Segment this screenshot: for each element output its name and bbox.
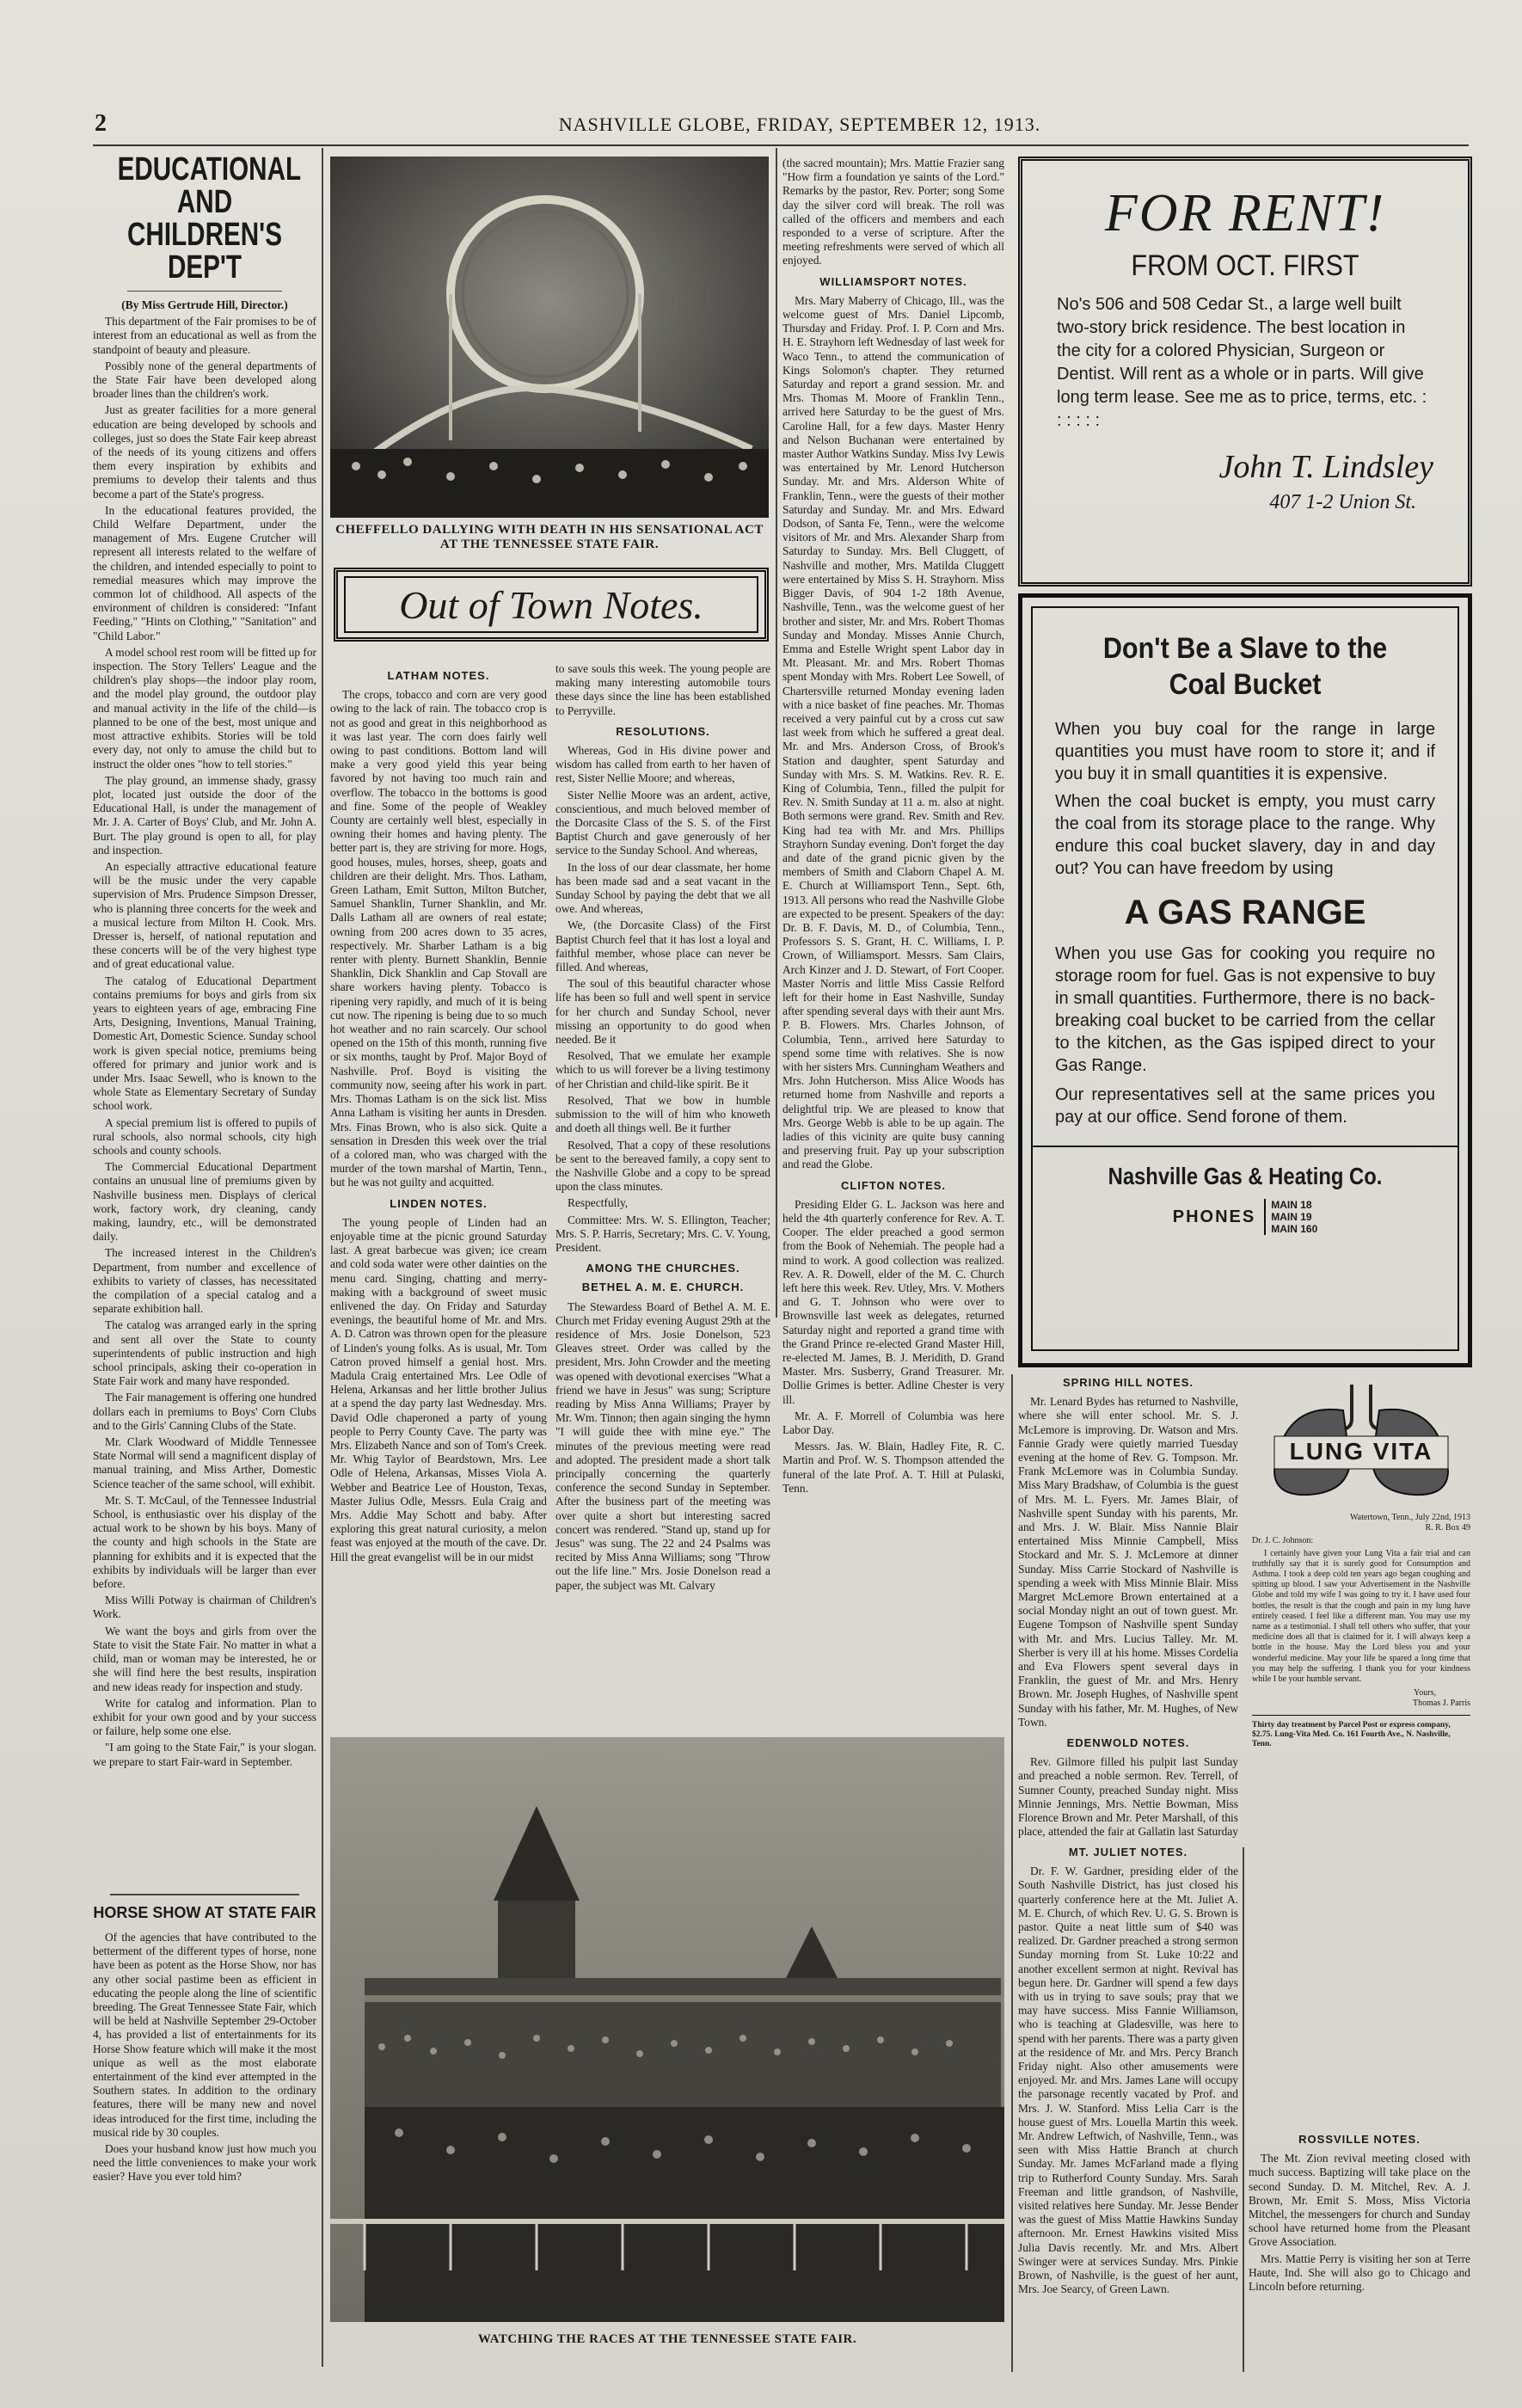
- latham-linden-column: [330, 662, 547, 1729]
- column-rule: [322, 148, 323, 2367]
- resolutions-title: RESOLUTIONS.: [616, 724, 710, 738]
- gas-ad-para2: When the coal bucket is empty, you must carry the coal from its storage place to the range. Why endure this coal bucket slavery, day in and day out? You can have freedom by using: [1055, 792, 1435, 878]
- paragraph: Just as greater facilities for a more general education are being developed by schools and colleges, just so does the State Fair keep abreast of the needs of its young citizens and offers them every inspiration by exhibits and premiums to develop their talents and thus become a part of the State's progress.: [93, 403, 316, 501]
- phones-label: PHONES: [1172, 1207, 1256, 1226]
- paragraph: Does your husband know just how much you need the little conveniences to make your work easier? Have you ever told him?: [93, 2142, 316, 2184]
- paragraph: Dr. F. W. Gardner, presiding elder of the South Nashville District, has just closed his quarterly conference here at the Mt. Juliet A. M. E. Church, of which Rev. U. G. S. Brown is pastor. Quite a neat little sum of $40 was realized. Dr. Gardner preached a strong sermon Sunday morning from St. Luke 10:22 and another excellent sermon at night. Revival has begun here. Dr. Gardner will spend a few days with us in trying to save souls; pray that we may have success. Miss Fannie Williamson, who is teaching at Gladesville, was here to spend with her parents. There was a party given at the residence of Mr. and Mrs. Percy Branch Friday night. Also other amusements were enjoyed. Mr. and Mrs. James Lane will occupy the parsonage recently vacated by Prof. and Mrs. J. W. Stanford. Miss Lelia Carr is the house guest of Mrs. Louella Martin this week. Mr. Andrew Leftwich, of Nashville, Tenn., was seen with Miss Hattie Branch at church Sunday. Mr. James McFarland made a flying trip to Rutherford County Sunday. Mrs. Sarah Freeman and little grandson, of Nashville, visited relatives here Sunday. Mr. Jesse Bender was the guest of Miss Mattie Hawkins Sunday afternoon. Mr. Ernest Hawkins visited Miss Julia Davis recently. Mr. and Mrs. Albert Swinger were at services Sunday. Mrs. Pinkie Brown, of Nashville, is the guest of her aunt, Mrs. Joe Searcy, of Green Lawn.: [1018, 1864, 1238, 2296]
- divider: [110, 1894, 299, 1895]
- paragraph: (the sacred mountain); Mrs. Mattie Frazier sang "How firm a foundation ye saints of the Lord." Remarks by the pastor, Rev. Porter; song Some day the silver cord will break. The roll was called of the officers and members and each responded to a verse of scripture. After the meeting refreshments were served of which all enjoyed.: [782, 157, 1004, 267]
- paragraph: "I am going to the State Fair," is your slogan. we prepare to start Fair-ward in September.: [93, 1741, 316, 1768]
- paragraph: The catalog was arranged early in the spring and sent all over the State to county superintendents of public instruction and high school principals, asking their co-operation in State Fair work and many have responded.: [93, 1318, 316, 1388]
- church-name: BETHEL A. M. E. CHURCH.: [581, 1281, 745, 1294]
- phone-number: MAIN 18: [1271, 1199, 1312, 1211]
- latham-title: LATHAM NOTES.: [387, 669, 490, 682]
- paragraph: The play ground, an immense shady, grassy plot, located just outside the door of the Educational Hall, is under the management of Mr. J. A. Carter of Boys' Club, and Mr. John A. Burt. The play ground is open to all, for play and inspection.: [93, 773, 316, 857]
- photo-illustration: [330, 1737, 1004, 2322]
- paragraph: This department of the Fair promises to be of interest from an educational as well as from the standpoint of beauty and pleasure.: [93, 315, 316, 356]
- gas-range-ad: [1018, 593, 1472, 1367]
- byline: (By Miss Gertrude Hill, Director.): [121, 298, 288, 311]
- paragraph: An especially attractive educational feature will be the music under the very capable supervision of Mrs. Prudence Simpson Dresser, who is planning three concerts for the week and a musical lecture from Milton H. Cook. Mrs. Dresser is, herself, of national reputation and these concerts will be of the very highest type and of great educational value.: [93, 859, 316, 971]
- photo-caption: CHEFFELLO DALLYING WITH DEATH IN HIS SENSATIONAL ACT AT THE TENNESSEE STATE FAIR.: [335, 523, 764, 551]
- divider: [1033, 1146, 1458, 1147]
- spring-hill-edenwold-column: [1018, 1376, 1238, 1840]
- paragraph: The Fair management is offering one hundred dollars each in premiums to Boys' Corn Clubs and to the Girls' Canning Clubs of the State.: [93, 1391, 316, 1432]
- paragraph: Resolved, That we emulate her example which to us will forever be a living testimony of her Christian and child-like spirit. Be it: [555, 1049, 770, 1090]
- paragraph: A model school rest room will be fitted up for inspection. The Story Tellers' League and the children's play shops—the indoor play room, and the model play ground, the outdoor play and manual activity in the life of the child—is planned to be one of the best, most unique and most attractive exhibits. Stories will be told every day, not only to amuse the child but to instruct the older ones "how to tell stories.": [93, 645, 316, 771]
- for-rent-body: No's 506 and 508 Cedar St., a large well built two-story brick residence. The best location in the city for a colored Physician, Surgeon or Dentist. Will rent as a whole or in parts. Will give long term lease. See me as to price, terms, etc. : : : : : :: [1057, 295, 1427, 430]
- paragraph: Presiding Elder G. L. Jackson was here and held the 4th quarterly conference for Rev. A. T. Cooper. The elder preached a good sermon from the Book of Nehemiah. The people had a mind to work. A good collection was realized. Rev. A. R. Dowell, elder of the M. C. Church left here this week. Rev. Utley, Mrs. V. Mothers and G. T. Johnson who were over to Brownsville last week as delegates, returned Saturday night and reported a grand time with the Grand Prince re-elected Grand Master Hill, re-elected M. James, B. J. Meridith, D. Grand Master. Mrs. Susberry, Grand Treasurer. Mr. Dollie Grimes is better. Adline Chester is very ill.: [782, 1197, 1004, 1406]
- letter-box: R. R. Box 49: [1425, 1523, 1470, 1533]
- gas-ad-headline: A GAS RANGE: [1124, 894, 1366, 931]
- for-rent-subtitle: FROM OCT. FIRST: [1131, 249, 1359, 282]
- photo-races: [330, 1737, 1004, 2322]
- gas-ad-phones: [1055, 1199, 1435, 1235]
- paragraph: Of the agencies that have contributed to the betterment of the different types of horse, none have been as potent as the Horse Show, nor has any other social pastime been as efficient in educating the people along the line of scientific breeding. The Great Tennessee State Fair, which will be held at Nashville September 29-October 4, has provided a list of entertainments for its Horse Show feature which will make it the most unique as well as the most elaborate entertainment of the kind ever attempted in the Southern states. In addition to the ordinary features, there will be many new and novel ideas introduced for the first time, including the musical ride by 30 couples.: [93, 1931, 316, 2139]
- paragraph: Messrs. Jas. W. Blain, Hadley Fite, R. C. Martin and Prof. W. S. Thompson attended the funeral of the late Prof. A. T. Hill at Pulaski, Tenn.: [782, 1440, 1004, 1495]
- letter-footer: Thirty day treatment by Parcel Post or express company, $2.75. Lung-Vita Med. Co. 161 Fourth Ave., N. Nashville, Tenn.: [1252, 1720, 1451, 1748]
- rossville-column: [1249, 2133, 1470, 2382]
- paragraph: Mrs. Mattie Perry is visiting her son at Terre Haute, Ind. She will also go to Chicago and Lincoln before returning.: [1249, 2251, 1470, 2294]
- paragraph: Resolved, That a copy of these resolutions be sent to the bereaved family, a copy sent to the Nashville Globe and a copy to be spread upon the class minutes.: [555, 1138, 770, 1194]
- page-number: 2: [95, 110, 107, 137]
- educational-title: EDUCATIONAL AND CHILDREN'S DEP'T: [117, 151, 302, 286]
- photo-illustration: [330, 157, 769, 518]
- paragraph: In the educational features provided, the Child Welfare Department, under the management of Mrs. Eugene Crutcher will represent all interests related to the welfare of the children, and intended especially to point to remedial measures which may improve the common lot of childhood. All aspects of the environment of children is considered: "Infant Feeding," "Hints on Clothing," "Sanitation" and "Child Labor.": [93, 503, 316, 642]
- paragraph: The Commercial Educational Department contains an unusual line of premiums given by Nashville business men. Displays of clerical work, factory work, dry cleaning, candy making, laundry, etc., will be demonstrated daily.: [93, 1160, 316, 1244]
- gas-ad-para4: Our representatives sell at the same prices you pay at our office. Send forone of them.: [1055, 1085, 1435, 1127]
- for-rent-title: FOR RENT!: [1104, 184, 1386, 243]
- paragraph: Write for catalog and information. Plan to exhibit for your own good and by your success or failure, help some one else.: [93, 1696, 316, 1738]
- paragraph: Mr. Clark Woodward of Middle Tennessee State Normal will send a magnificent display of manual training, and Miss Arther, Domestic Science teacher of the same school, will exhibit.: [93, 1435, 316, 1490]
- photo-caption: WATCHING THE RACES AT THE TENNESSEE STATE FAIR.: [477, 2332, 857, 2346]
- paragraph: The Mt. Zion revival meeting closed with much success. Baptizing will take place on the second Sunday. D. M. Mitchel, Rev. A. J. Brown, Mr. Emit S. Moss, Miss Victoria Mitchel, the messengers for church and Sunday school have returned home from the Pleasant Grove Association.: [1249, 2152, 1470, 2249]
- out-of-town-banner: [334, 568, 769, 642]
- paragraph: Mr. S. T. McCaul, of the Tennessee Industrial School, is enthusiastic over his display of the actual work to be shown by his boys. Many of the county and high schools in the State are planning for exhibits and it is expected that the exhibits by individuals will be larger than ever before.: [93, 1493, 316, 1591]
- gas-range-inner: [1031, 606, 1459, 1351]
- for-rent-name: John T. Lindsley: [1218, 449, 1433, 485]
- paragraph: Committee: Mrs. W. S. Ellington, Teacher; Mrs. S. P. Harris, Secretary; Mrs. C. V. Young, President.: [555, 1213, 770, 1254]
- lung-vita-brand: LUNG VITA: [1289, 1438, 1433, 1465]
- gas-ad-para3: When you use Gas for cooking you require no storage room for fuel. Gas is not expensive to buy in small quantities. Furthermore, there is no back-breaking coal bucket to be carried from the cellar to the kitchen, as the Gas ispiped direct to your Gas Range.: [1055, 944, 1435, 1075]
- banner-inner: [344, 576, 758, 633]
- column-rule: [776, 148, 777, 1318]
- paragraph: Mrs. Mary Maberry of Chicago, Ill., was the welcome guest of Mrs. Daniel Lipcomb, Thursday and Friday. Prof. I. P. Corn and Mrs. H. E. Strayhorn left Wednesday of last week for Waco Tenn., to attend the communication of Kings Solomon's chapter. They returned Saturday and report a grand session. Mr. and Mrs. Thomas M. Moore of Franklin Tenn., arrived here Saturday to be the guest of Mrs. Caroline Hall, for a few days. Master Henry and Nelson Buchanan were entertained by master Author Watkins Sunday. Miss Ivy Lewis was entertained by Mr. Lenord Hutcherson Sunday. Mr. and Mrs. Alderson White of Franklin, Tenn., were the guests of their mother Saturday and Sunday. Mr. and Mrs. Edward Dodson, of Santa Fe, Tenn., were the welcome visitors of Mr. and Mrs. Alexander Sharp from Saturday to Sunday. Mrs. Bell Cluggett, of Nashville and mother, Mrs. Matilda Cluggett were entertained by Miss S. H. Strayhorn. Miss Bigger Davis, of 904 1-2 18th Avenue, Nashville, Tenn., was the welcome guest of her brother and sister, Mr. and Mrs. Robert Thomas Sunday and Monday. Misses Annie Church, Emma and Estelle Wright spent Labor day in Mt. Pleasant. Mr. and Mrs. Robert Thomas spent Monday with Mrs. Robert Lee Sowell, of Chartersville returned Monday evening laden with a nice basket of fine peaches. Mr. Thomas received a very painful cut by a cross cut saw last week from which he suffered a great deal. Mr. and Mrs. Anderson Cross, of Brook's Station and daughter, spent Saturday and Sunday with Mrs. S. M. Watkins. Rev. R. E. King of Columbia, Tenn., filled the pulpit for Rev. N. Smith Sunday at 11 a. m. also at night. Both sermons were grand. Rev. Smith and Rev. King had tea with Mr. and Mrs. Phillips Strayhorn Sunday evening. Don't forget the day and date of the grand picnic given by the members of Smith and Claborn Chapel A. M. E. Church at Williamsport Tenn., Sept. 6th, 1913. All persons who read the Nashville Globe are expected to be present. Speakers of the day: Dr. B. F. Davis, M. D., of Columbia, Tenn., Professors S. S. Grant, H. C. Williams, I. P. Crown, of Williamsport. Messrs. Sam Clairs, Arch Kinzer and J. D. Stewart, of Fort Cooper. Master Norris and little Miss Cassie Relford left for their home in East Nashville, Sunday after spending several days with their aunt Mrs. P. B. Flowers. Mrs. Charles Johnson, of Columbia, Tenn., arrived here Saturday to spend some time with relatives. She is now with her sisters Mrs. Cunningham Weathers and Mrs. John Hutcherson. Miss Alice Woods has returned home from Nashville and reports a delightful trip. We are pleased to know that Mrs. George Webb is able to be up again. The ladies of this vicinity are quite busy canning and preserving fruit. Pay up your subscription and read the Globe.: [782, 293, 1004, 1171]
- phone-list: [1264, 1199, 1317, 1235]
- paragraph: The catalog of Educational Department contains premiums for boys and girls from six years to eighteen years of age, embracing Fine Arts, Designing, Inventions, Manual Training, Domestic Art, Domestic Science. Sunday school work is given special notice, premiums being offered for primary and junior work and is under Mrs. Isaac Sewell, who is known to the whole State as Elementary Secretary of Sunday school work.: [93, 974, 316, 1113]
- mt-juliet-column: [1018, 1846, 1238, 2379]
- lung-vita-ad: [1249, 1376, 1474, 1840]
- rossville-title: ROSSVILLE NOTES.: [1298, 2133, 1421, 2146]
- resolutions-churches-column: [555, 662, 770, 1729]
- paragraph: The crops, tobacco and corn are very good owing to the lack of rain. The tobacco crop is not as good and great in this neighborhood as it was last year. The corn does fairly well owing to past conditions. Bottom land will make a very good yield this year being favored by not having too much rain and overflow. The tobacco in the bottoms is good and fine. Some of the people of Weakley County are certainly well blest, especially in owning their homes and having plenty. The better part is, they are striving for more. Hogs, good houses, mules, horses, sheep, goats and children are their delight. Mrs. Thos. Latham, Green Latham, Emit Sutton, Milton Butcher, Samuel Shanklin, Turner Shanklin, and Mr. Dalls Latham all are owners of real estate; owning from 200 acres down to 35 acres, respectively. Mr. Sharber Latham is a big renter with plenty. Burnett Shanklin, Bennie Shanklin, Dick Shanklin and Cap Stovall are share workers having plenty. Tobacco is ripening very rapidly, and much of it is being cut now. The ripening is being due to so much hot weather and no rain scarcely. Our school opened on the 15th of this month, running five or six months, taught by Prof. Major Boyd of Nashville. Prof. Boyd is visiting the community now, seeing after his work in part. Mrs. Thomas Latham is on the sick list. Miss Anna Latham is visiting her aunts in Dresden. Mrs. Finas Brown, who is also sick. Quite a sensation in Dresden this week over the trial of a colored man, who was charged with the murder of the town marshal of Martin, Tenn., but he was not guilty and acquitted.: [330, 688, 547, 1189]
- paragraph: The Stewardess Board of Bethel A. M. E. Church met Friday evening August 29th at the residence of Mrs. Josie Donelson, 523 Gleaves street. Order was called by the president, Mrs. John Crowder and the meeting was opened with devotional exercises "What a friend we have in Jesus" was sung; Scripture reading by Miss Anna Williams; Prayer by Mr. Wm. Tinnon; then again singing the hymn "I will guide thee with mine eye." The minutes of the previous meeting were read and adopted. The president made a short talk principally concerning the quarterly conference the second Sunday in September. After the business part of the meeting was over quite a short but interesting sacred concert was rendered. "Stand up, stand up for Jesus" was sung. The 22 and 24 Psalms was recited by Miss Anna Williams; song "Throw out the life line." Mrs. Josie Donelson read a paper, the subject was Mt. Calvary: [555, 1299, 770, 1592]
- phone-number: MAIN 19: [1271, 1211, 1312, 1223]
- horse-show-title: HORSE SHOW AT STATE FAIR: [93, 1904, 316, 1921]
- churches-title: AMONG THE CHURCHES.: [586, 1262, 740, 1275]
- photo-loop-the-loop: [330, 157, 769, 518]
- out-of-town-title: Out of Town Notes.: [399, 582, 703, 627]
- letter-body: I certainly have given your Lung Vita a fair trial and can truthfully say that it is surely good for Consumption and Asthma. I took a deep cold ten years ago began coughing and spitting up blood. I saw your Advertisement in the Nashville Globe and told my wife I was going to try it. I have used four bottles, the result is that the cough and pain in my lung have entirely ceased. I feel like a different man. You may use my name as a testimonial. I shall tell others who suffer, that your medicine does all that is claimed for it. I will always keep a bottle in the house. May the Lord bless you and your wonderful medicine. May your life be spared a long time that you may help the suffering. I thank you for your kindness while I be your humble servant.: [1252, 1548, 1470, 1685]
- for-rent-address: 407 1-2 Union St.: [1269, 491, 1416, 513]
- column-rule: [1243, 1847, 1244, 2372]
- paragraph: Possibly none of the general departments of the State Fair have been developed along broader lines than the children's work.: [93, 359, 316, 401]
- educational-text: [93, 298, 316, 1984]
- divider: [127, 291, 282, 292]
- paragraph: Whereas, God in His divine power and wisdom has called from earth to her haven of rest, Sister Nellie Moore; and whereas,: [555, 744, 770, 785]
- paragraph: The young people of Linden had an enjoyable time at the picnic ground Saturday last. A great barbecue was given; ice cream and cold soda water were other dainties on the menu card. Singing, chatting and merry-making with a background of sweet music enlivened the day. On Friday and Saturday evenings, the beautiful home of Mr. and Mrs. A. D. Catron was thrown open for the pleasure of Linden's young folks. As is usual, Mr. Tom Catron proved himself a genial host. Mrs. Madula Craig entertained Mrs. Lee Odle of Helena, Arkansas and her little brother Julius at a spend the day party last Wednesday. Mrs. David Odle chaperoned a party of young people to Perry County Cave. The party was Mrs. Elizabeth Nance and son of Tom's Creek. Mr. Whig Taylor of Beardstown, Mrs. Lee Odle of Helena, Arkansas, Misses Viola A. Webber and Beatrice Lee of Houston, Texas, Master Julius Odle, Messrs. Eula Craig and Mrs. Addie May Schott and baby. After exploring this great natural curiosity, a melon feast was enjoyed at the mouth of the cave. Dr. Hill the great evangelist will be in our midst: [330, 1215, 547, 1563]
- paragraph: We, (the Dorcasite Class) of the First Baptist Church feel that it has lost a loyal and faithful member, whose place can never be filled. And whereas,: [555, 918, 770, 974]
- header-rule: [93, 144, 1469, 146]
- paragraph: The increased interest in the Children's Department, from number and excellence of exhibits to variety of classes, has necessitated the compilation of a special catalog and a separate exhibition hall.: [93, 1246, 316, 1316]
- letter-dateline: Watertown, Tenn., July 22nd, 1913: [1350, 1513, 1470, 1522]
- masthead: NASHVILLE GLOBE, FRIDAY, SEPTEMBER 12, 1913.: [558, 114, 1041, 135]
- gas-ad-title: Don't Be a Slave to the Coal Bucket: [1102, 632, 1388, 701]
- phone-number: MAIN 160: [1271, 1223, 1318, 1235]
- paragraph: The soul of this beautiful character whose life has been so full and well spent in service for her church and Sunday School, never missing an opportunity to do good when needed. Be it: [555, 977, 770, 1047]
- paragraph: to save souls this week. The young people are making many interesting automobile tours these days since the line has been established to Perryville.: [555, 662, 770, 717]
- gas-ad-para1: When you buy coal for the range in large quantities you must have room to store it; and if you buy it in small quantities it is expensive.: [1055, 720, 1435, 783]
- letter-closing: Yours,: [1414, 1688, 1436, 1698]
- paragraph: A special premium list is offered to pupils of rural schools, also normal schools, city high schools and county schools.: [93, 1115, 316, 1157]
- spring-hill-title: SPRING HILL NOTES.: [1062, 1376, 1194, 1389]
- williamsport-clifton-column: [782, 157, 1004, 1730]
- column-rule: [1011, 1374, 1013, 2372]
- horse-show-section: [93, 1894, 316, 2361]
- paragraph: Sister Nellie Moore was an ardent, active, conscientious, and much beloved member of the Dorcasite Class of the S. S. of the First Baptist Church and gave generously of her service to the Sunday School. And whereas,: [555, 788, 770, 857]
- educational-section: [93, 153, 316, 1984]
- williamsport-title: WILLIAMSPORT NOTES.: [819, 274, 967, 288]
- paragraph: Mr. A. F. Morrell of Columbia was here Labor Day.: [782, 1409, 1004, 1437]
- paragraph: Resolved, That we bow in humble submission to the will of him who knoweth and doeth all things well. Be it further: [555, 1093, 770, 1135]
- paragraph: Rev. Gilmore filled his pulpit last Sunday and preached a noble sermon. Rev. Terrell, of Sumner County, preached Sunday night. Miss Minnie Jennings, Mrs. Nettie Bowman, Miss Florence Brown and Mr. Peter Marshall, of this place, attended the fair at Gallatin last Saturday: [1018, 1755, 1238, 1839]
- paragraph: Mr. Lenard Bydes has returned to Nashville, where she will enter school. Mr. S. J. McLemore is improving. Dr. Watson and Mrs. Fannie Grady were quietly married Tuesday evening at the home of Rev. G. Tompson. Mr. Frank McLemore was in Columbia Sunday. Miss Mary Bradshaw, of Columbia is the guest of Mrs. M. L. Fyers. Mr. James Blair, of Nashville spent Sunday with his parents, Mr. and Mrs. J. W. Blair. Miss Nannie Blair entertained Miss Minnie Campbell, Miss Stockard and Mr. S. J. McLemore at dinner Sunday. Miss Carrie Stockard of Nashville is spending a week with Miss Minnie Blair. Miss Margret McLemore Brown entertained at a social Monday night an out of town guest. Mr. Eugene Tompson of Nashville spent Sunday with Mr. and Mrs. Lucius Talley. Mr. M. Sherber is very ill at his home. Misses Cordelia and Eva Flowers spent several days in Franklin, the guest of Mr. and Mrs. Henry Brown. Mr. Joseph Hughes, of Nashville spent Sunday with his father, Mr. M. Hughes, of New Town.: [1018, 1395, 1238, 1729]
- for-rent-ad: [1018, 157, 1472, 587]
- paragraph: Respectfully,: [568, 1196, 629, 1210]
- paragraph: Miss Willi Potway is chairman of Children's Work.: [93, 1594, 316, 1621]
- clifton-title: CLIFTON NOTES.: [840, 1178, 947, 1192]
- letter-salutation: Dr. J. C. Johnson:: [1252, 1536, 1314, 1546]
- horse-show-text: [93, 1931, 316, 2361]
- letter-signature: Thomas J. Parris: [1413, 1698, 1470, 1709]
- paragraph: In the loss of our dear classmate, her home has been made sad and a seat vacant in the Sunday School by paying the debt that we all owe. And whereas,: [555, 860, 770, 916]
- linden-title: LINDEN NOTES.: [390, 1196, 488, 1210]
- mt-juliet-title: MT. JULIET NOTES.: [1068, 1846, 1188, 1858]
- divider: [1252, 1715, 1470, 1716]
- lung-vita-letter: [1249, 1509, 1474, 1749]
- edenwold-title: EDENWOLD NOTES.: [1066, 1736, 1190, 1750]
- gas-ad-company: Nashville Gas & Heating Co.: [1108, 1163, 1383, 1189]
- paragraph: We want the boys and girls from over the State to visit the State Fair. No matter in what a child, man or woman may be interested, he or she will find here the best results, inspiration and new ideas ready for inspection and study.: [93, 1624, 316, 1693]
